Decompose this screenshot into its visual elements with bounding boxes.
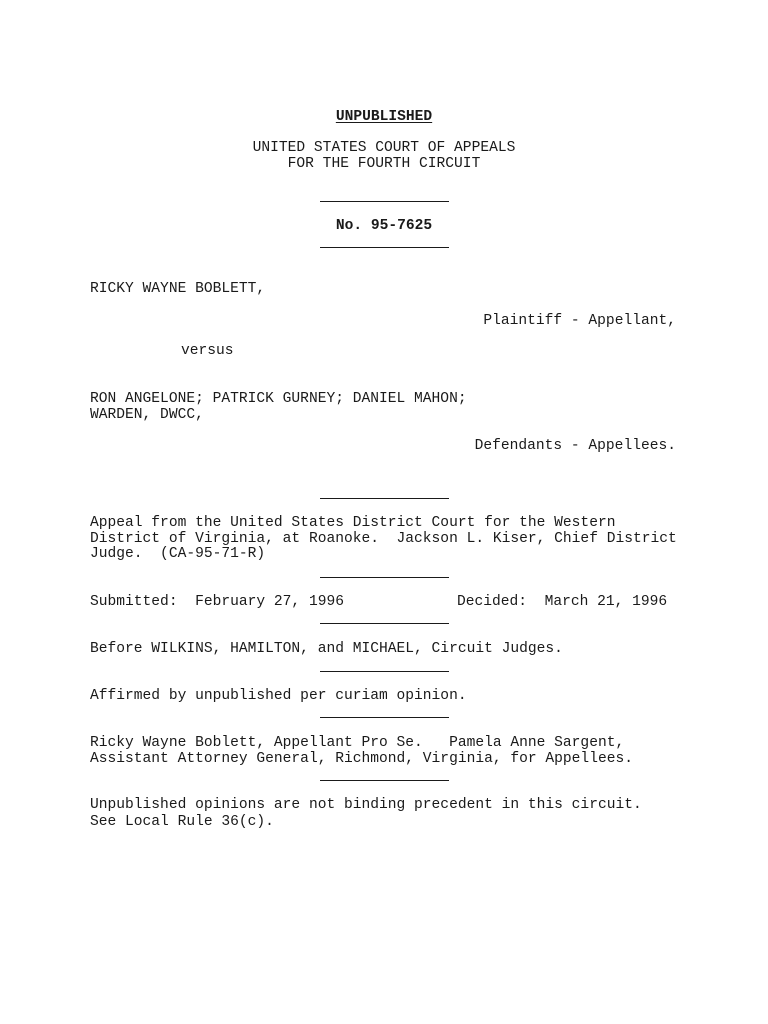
versus-label: versus [181,343,234,359]
decided-date: Decided: March 21, 1996 [457,594,668,610]
court-name-line2: FOR THE FOURTH CIRCUIT [287,156,481,172]
divider-rule [320,498,449,499]
appeal-line2: District of Virginia, at Roanoke. Jackson L. Kiser, Chief District [90,530,677,547]
unpublished-heading: UNPUBLISHED [335,109,433,125]
appeal-paragraph [90,516,680,563]
divider-rule [320,577,449,578]
counsel-line1: Ricky Wayne Boblett, Appellant Pro Se. Pamela Anne Sargent, [90,735,625,751]
submitted-date: Submitted: February 27, 1996 [90,594,344,610]
counsel-line2: Assistant Attorney General, Richmond, Virginia, for Appellees. [90,750,633,767]
plaintiff-name: RICKY WAYNE BOBLETT, [90,281,266,297]
divider-rule [320,671,449,672]
divider-rule [320,717,449,718]
notice-line2: See Local Rule 36(c). [90,813,274,830]
counsel-paragraph [90,736,680,767]
appeal-line1: Appeal from the United States District Court for the Western [90,515,616,531]
disposition: Affirmed by unpublished per curiam opinion. [90,688,467,704]
divider-rule [320,623,449,624]
case-number: No. 95-7625 [335,218,433,234]
defendants-line1: RON ANGELONE; PATRICK GURNEY; DANIEL MAHON; [90,391,467,407]
divider-rule [320,247,449,248]
court-name-line1: UNITED STATES COURT OF APPEALS [252,140,516,156]
panel-judges: Before WILKINS, HAMILTON, and MICHAEL, Circuit Judges. [90,641,563,657]
defendants-line2: WARDEN, DWCC, [90,407,204,423]
defendants-role: Defendants - Appellees. [474,438,676,454]
notice-line1: Unpublished opinions are not binding precedent in this circuit. [90,797,642,813]
divider-rule [320,201,449,202]
precedent-notice [90,798,680,831]
plaintiff-role: Plaintiff - Appellant, [483,313,676,329]
divider-rule [320,780,449,781]
appeal-line3: Judge. (CA-95-71-R) [90,546,266,562]
